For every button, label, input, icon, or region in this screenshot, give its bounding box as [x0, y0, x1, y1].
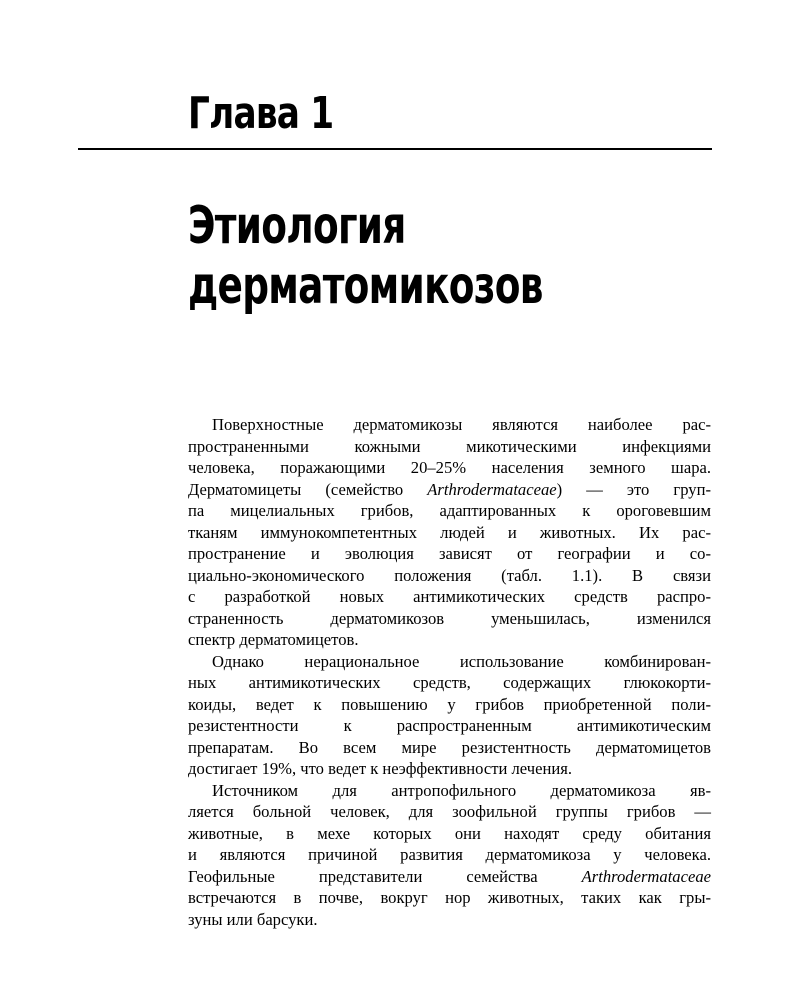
text-line: па мицелиальных грибов, адаптированных к ороговевшим: [188, 501, 711, 520]
text-line: и являются причиной развития дерматомикоза у человека.: [188, 845, 711, 864]
chapter-divider: [78, 148, 712, 150]
text-line: Поверхностные дерматомикозы являются наиболее рас-: [212, 415, 711, 434]
text-segment: Дерматомицеты (семейство: [188, 479, 428, 499]
text-line: препаратам. Во всем мире резистентность дерматомицетов: [188, 737, 711, 757]
text-line: ных антимикотических средств, содержащих глюкокорти-: [188, 673, 711, 692]
body-text: [188, 414, 711, 930]
chapter-label: Глава 1: [188, 88, 334, 139]
text-line: пространение и эволюция зависят от географии и со-: [188, 544, 711, 563]
text-line: с разработкой новых антимикотических средств распро-: [188, 587, 711, 606]
text-line: человека, поражающими 20–25% населения земного шара.: [188, 458, 711, 477]
text-line: спектр дерматомицетов.: [188, 630, 359, 649]
text-line: Источником для антропофильного дерматомикоза яв-: [212, 780, 711, 800]
text-line: ляется больной человек, для зоофильной группы грибов —: [188, 802, 711, 821]
text-line: достигает 19%, что ведет к неэффективности лечения.: [188, 759, 572, 778]
text-line: [188, 479, 711, 501]
text-line: циально-экономического положения (табл. 1.1). В связи: [188, 565, 711, 585]
text-line: встречаются в почве, вокруг нор животных, таких как гры-: [188, 888, 711, 907]
text-segment: Геофильные представители семейства: [188, 866, 582, 886]
chapter-title: [188, 196, 543, 316]
paragraph: [188, 651, 711, 780]
text-line: зуны или барсуки.: [188, 909, 318, 929]
text-line: животные, в мехе которых они находят среду обитания: [188, 823, 711, 843]
paragraph: [188, 414, 711, 651]
paragraph: [188, 780, 711, 931]
text-line: страненность дерматомикозов уменьшилась, изменился: [188, 608, 711, 628]
italic-term: Arthrodermataceae: [581, 866, 711, 886]
text-line: [188, 866, 711, 888]
text-line: резистентности к распространенным антимикотическим: [188, 716, 711, 735]
text-line: пространенными кожными микотическими инфекциями: [188, 436, 711, 456]
text-line: коиды, ведет к повышению у грибов приобретенной поли-: [188, 694, 711, 714]
chapter-title-line: Этиология: [188, 196, 406, 256]
text-segment: ) — это груп-: [556, 479, 711, 499]
italic-term: Arthrodermataceae: [427, 479, 557, 499]
chapter-title-line: дерматомикозов: [188, 256, 543, 316]
text-line: Однако нерациональное использование комбинирован-: [212, 651, 711, 671]
text-line: тканям иммунокомпетентных людей и животных. Их рас-: [188, 522, 711, 542]
